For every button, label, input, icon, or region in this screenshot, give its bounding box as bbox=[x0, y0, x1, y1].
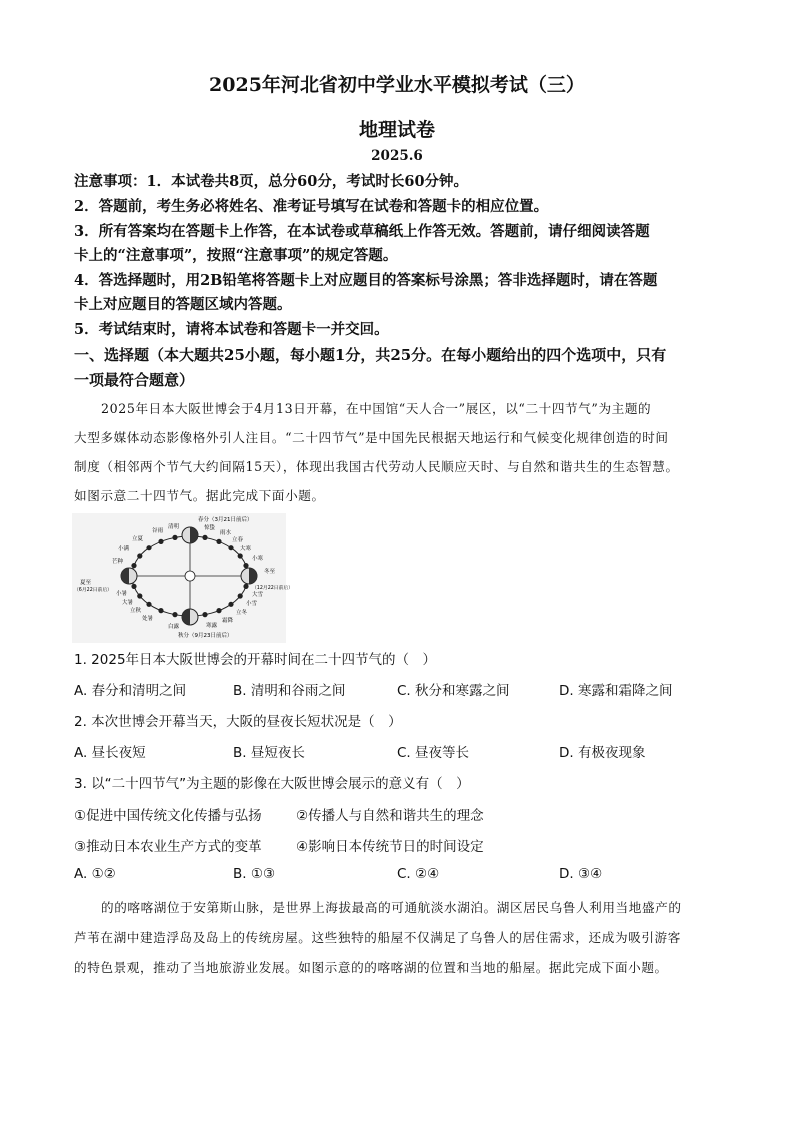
passage-line: 2025年日本大阪世博会于4月13日开幕，在中国馆“天人合一”展区，以“二十四节气”为主题的 bbox=[101, 401, 652, 416]
label-term: 寒露 bbox=[206, 623, 218, 629]
earth-position-dot bbox=[158, 608, 163, 613]
question-3-stem: 3. 以“二十四节气”为主题的影像在大阪世博会展示的意义有（ ） bbox=[74, 776, 470, 792]
label-spring: 春分（3月21日前后） bbox=[198, 517, 253, 523]
earth-position-dot bbox=[238, 593, 243, 598]
q3-option-a[interactable]: A. ①② bbox=[74, 866, 116, 882]
solar-terms-figure bbox=[72, 513, 293, 643]
label-term: 雨水 bbox=[220, 530, 232, 536]
label-term: 清明 bbox=[168, 524, 180, 530]
q1-option-b[interactable]: B. 清明和谷雨之间 bbox=[233, 683, 346, 699]
earth-position-dot bbox=[137, 593, 142, 598]
note-line: 卡上对应题目的答题区域内答题。 bbox=[74, 296, 292, 313]
globe-autumn bbox=[182, 609, 198, 625]
label-winter-date: （12月22日前后） bbox=[252, 586, 293, 591]
label-winter: 冬至 bbox=[264, 569, 276, 575]
label-term: 处暑 bbox=[142, 616, 154, 622]
passage-line: 制度（相邻两个节气大约间隔15天），体现出我国古代劳动人民顺应天时、与自然和谐共生的生态智慧。 bbox=[74, 459, 679, 474]
label-term: 小雪 bbox=[246, 601, 258, 607]
note-line: 3．所有答案均在答题卡上作答，在本试卷或草稿纸上作答无效。答题前，请仔细阅读答题 bbox=[74, 223, 650, 240]
label-term: 大暑 bbox=[122, 600, 134, 606]
note-line: 4．答选择题时，用2B铅笔将答题卡上对应题目的答案标号涂黑；答非选择题时，请在答题 bbox=[74, 272, 658, 289]
label-term: 白露 bbox=[168, 624, 180, 630]
passage2-line: 芦苇在湖中建造浮岛及岛上的传统房屋。这些独特的船屋不仅满足了乌鲁人的居住需求，还成为吸引游客 bbox=[74, 930, 681, 945]
q1-option-c[interactable]: C. 秋分和寒露之间 bbox=[397, 683, 510, 699]
earth-position-dot bbox=[228, 602, 233, 607]
question-2-stem: 2. 本次世博会开幕当天，大阪的昼夜长短状况是（ ） bbox=[74, 714, 402, 730]
earth-position-dot bbox=[158, 539, 163, 544]
earth-position-dot bbox=[137, 553, 142, 558]
label-term: 立春 bbox=[232, 537, 244, 543]
q1-option-d[interactable]: D. 寒露和霜降之间 bbox=[559, 683, 673, 699]
note-line: 卡上的“注意事项”，按照“注意事项”的规定答题。 bbox=[74, 247, 398, 264]
label-autumn: 秋分（9月23日前后） bbox=[178, 633, 233, 639]
sun-icon bbox=[185, 571, 195, 581]
q3-statement: ②传播人与自然和谐共生的理念 bbox=[296, 808, 484, 824]
label-term: 小满 bbox=[118, 546, 130, 552]
globe-spring bbox=[182, 527, 198, 543]
label-term: 立秋 bbox=[130, 608, 142, 614]
q2-option-c[interactable]: C. 昼夜等长 bbox=[397, 745, 470, 761]
passage-line: 如图示意二十四节气。据此完成下面小题。 bbox=[74, 488, 325, 503]
earth-position-dot bbox=[228, 545, 233, 550]
label-term: 小寒 bbox=[252, 556, 264, 562]
earth-position-dot bbox=[172, 535, 177, 540]
q3-statement: ③推动日本农业生产方式的变革 bbox=[74, 839, 262, 855]
label-term: 大雪 bbox=[252, 592, 264, 598]
q3-option-b[interactable]: B. ①③ bbox=[233, 866, 276, 882]
label-term: 谷雨 bbox=[152, 528, 164, 534]
label-term: 立冬 bbox=[236, 610, 248, 616]
note-line: 2．答题前，考生务必将姓名、准考证号填写在试卷和答题卡的相应位置。 bbox=[74, 198, 549, 215]
label-term: 大寒 bbox=[240, 546, 252, 552]
earth-position-dot bbox=[202, 612, 207, 617]
label-term: 霜降 bbox=[222, 618, 234, 624]
exam-date: 2025.6 bbox=[371, 148, 423, 164]
label-term: 立夏 bbox=[132, 536, 144, 542]
note-line: 5．考试结束时，请将本试卷和答题卡一并交回。 bbox=[74, 321, 389, 338]
globe-summer bbox=[121, 568, 137, 584]
earth-position-dot bbox=[216, 539, 221, 544]
earth-position-dot bbox=[243, 563, 248, 568]
earth-position-dot bbox=[146, 545, 151, 550]
q3-statement: ①促进中国传统文化传播与弘扬 bbox=[74, 808, 262, 824]
q3-option-d[interactable]: D. ③④ bbox=[559, 866, 603, 882]
earth-position-dot bbox=[238, 553, 243, 558]
earth-position-dot bbox=[131, 563, 136, 568]
passage2-line: 的特色景观，推动了当地旅游业发展。如图示意的的喀喀湖的位置和当地的船屋。据此完成下面小题。 bbox=[74, 960, 668, 975]
q3-statement: ④影响日本传统节日的时间设定 bbox=[296, 839, 484, 855]
label-term: 惊蛰 bbox=[204, 525, 216, 531]
earth-position-dot bbox=[216, 608, 221, 613]
exam-subject: 地理试卷 bbox=[358, 119, 435, 141]
exam-title: 2025年河北省初中学业水平模拟考试（三） bbox=[209, 74, 585, 96]
q3-option-c[interactable]: C. ②④ bbox=[397, 866, 440, 882]
label-term: 小暑 bbox=[116, 591, 128, 597]
earth-position-dot bbox=[243, 584, 248, 589]
earth-position-dot bbox=[172, 612, 177, 617]
globe-winter bbox=[241, 568, 257, 584]
q2-option-d[interactable]: D. 有极夜现象 bbox=[559, 745, 646, 761]
q1-option-a[interactable]: A. 春分和清明之间 bbox=[74, 683, 187, 699]
q2-option-a[interactable]: A. 昼长夜短 bbox=[74, 745, 146, 761]
earth-position-dot bbox=[131, 584, 136, 589]
q2-option-b[interactable]: B. 昼短夜长 bbox=[233, 745, 305, 761]
label-summer: 夏至 bbox=[80, 580, 92, 586]
earth-position-dot bbox=[146, 602, 151, 607]
label-term: 芒种 bbox=[112, 559, 124, 565]
passage-line: 大型多媒体动态影像格外引人注目。“二十四节气”是中国先民根据天地运行和气候变化规律创造的时间 bbox=[74, 430, 669, 445]
note-line: 注意事项：1．本试卷共8页，总分60分，考试时长60分钟。 bbox=[74, 173, 469, 190]
earth-position-dot bbox=[202, 535, 207, 540]
passage2-line: 的的喀喀湖位于安第斯山脉，是世界上海拔最高的可通航淡水湖泊。湖区居民乌鲁人利用当地盛产的 bbox=[101, 900, 682, 915]
label-summer-date: （6月22日前后） bbox=[74, 588, 112, 593]
question-1-stem: 1. 2025年日本大阪世博会的开幕时间在二十四节气的（ ） bbox=[74, 652, 437, 668]
section-heading-cont: 一项最符合题意） bbox=[74, 371, 195, 389]
section-heading: 一、选择题（本大题共25小题，每小题1分，共25分。在每小题给出的四个选项中，只有 bbox=[74, 346, 667, 364]
